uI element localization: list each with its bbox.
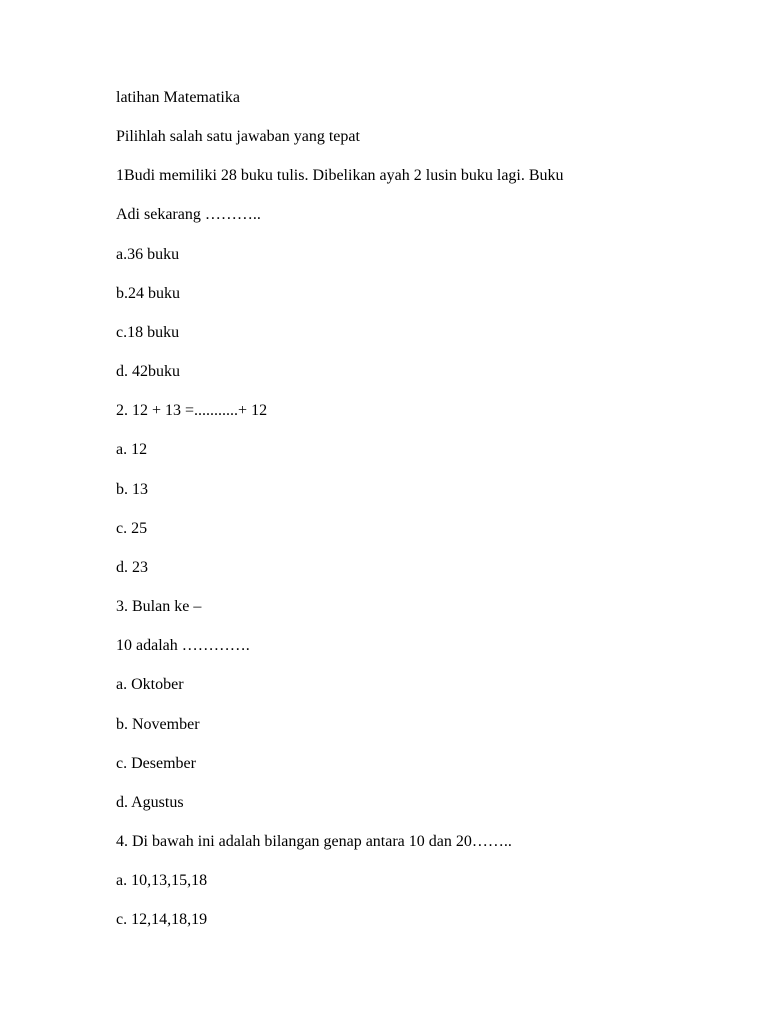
question-2-option-c: c. 25 xyxy=(116,520,148,537)
question-3-option-a: a. Oktober xyxy=(116,676,184,693)
question-1-option-b: b.24 buku xyxy=(116,285,180,302)
question-1-option-a: a.36 buku xyxy=(116,246,180,263)
question-3-option-d: d. Agustus xyxy=(116,794,184,811)
document-title: latihan Matematika xyxy=(116,89,240,106)
question-3-option-b: b. November xyxy=(116,716,200,733)
question-4-text: 4. Di bawah ini adalah bilangan genap antara 10 dan 20…….. xyxy=(116,833,512,850)
question-3-text-cont: 10 adalah …………. xyxy=(116,637,250,654)
question-2-option-d: d. 23 xyxy=(116,559,148,576)
question-4-option-a: a. 10,13,15,18 xyxy=(116,872,208,889)
question-2-option-a: a. 12 xyxy=(116,441,148,458)
question-2-option-b: b. 13 xyxy=(116,481,148,498)
instructions: Pilihlah salah satu jawaban yang tepat xyxy=(116,128,360,145)
question-3-text: 3. Bulan ke – xyxy=(116,598,202,615)
question-2-text: 2. 12 + 13 =...........+ 12 xyxy=(116,402,268,419)
question-4-option-c: c. 12,14,18,19 xyxy=(116,911,208,928)
question-3-option-c: c. Desember xyxy=(116,755,196,772)
question-1-text-cont: Adi sekarang ……….. xyxy=(116,206,261,223)
question-1-option-d: d. 42buku xyxy=(116,363,180,380)
question-1-option-c: c.18 buku xyxy=(116,324,180,341)
question-1-text: 1Budi memiliki 28 buku tulis. Dibelikan ayah 2 lusin buku lagi. Buku xyxy=(116,167,564,184)
